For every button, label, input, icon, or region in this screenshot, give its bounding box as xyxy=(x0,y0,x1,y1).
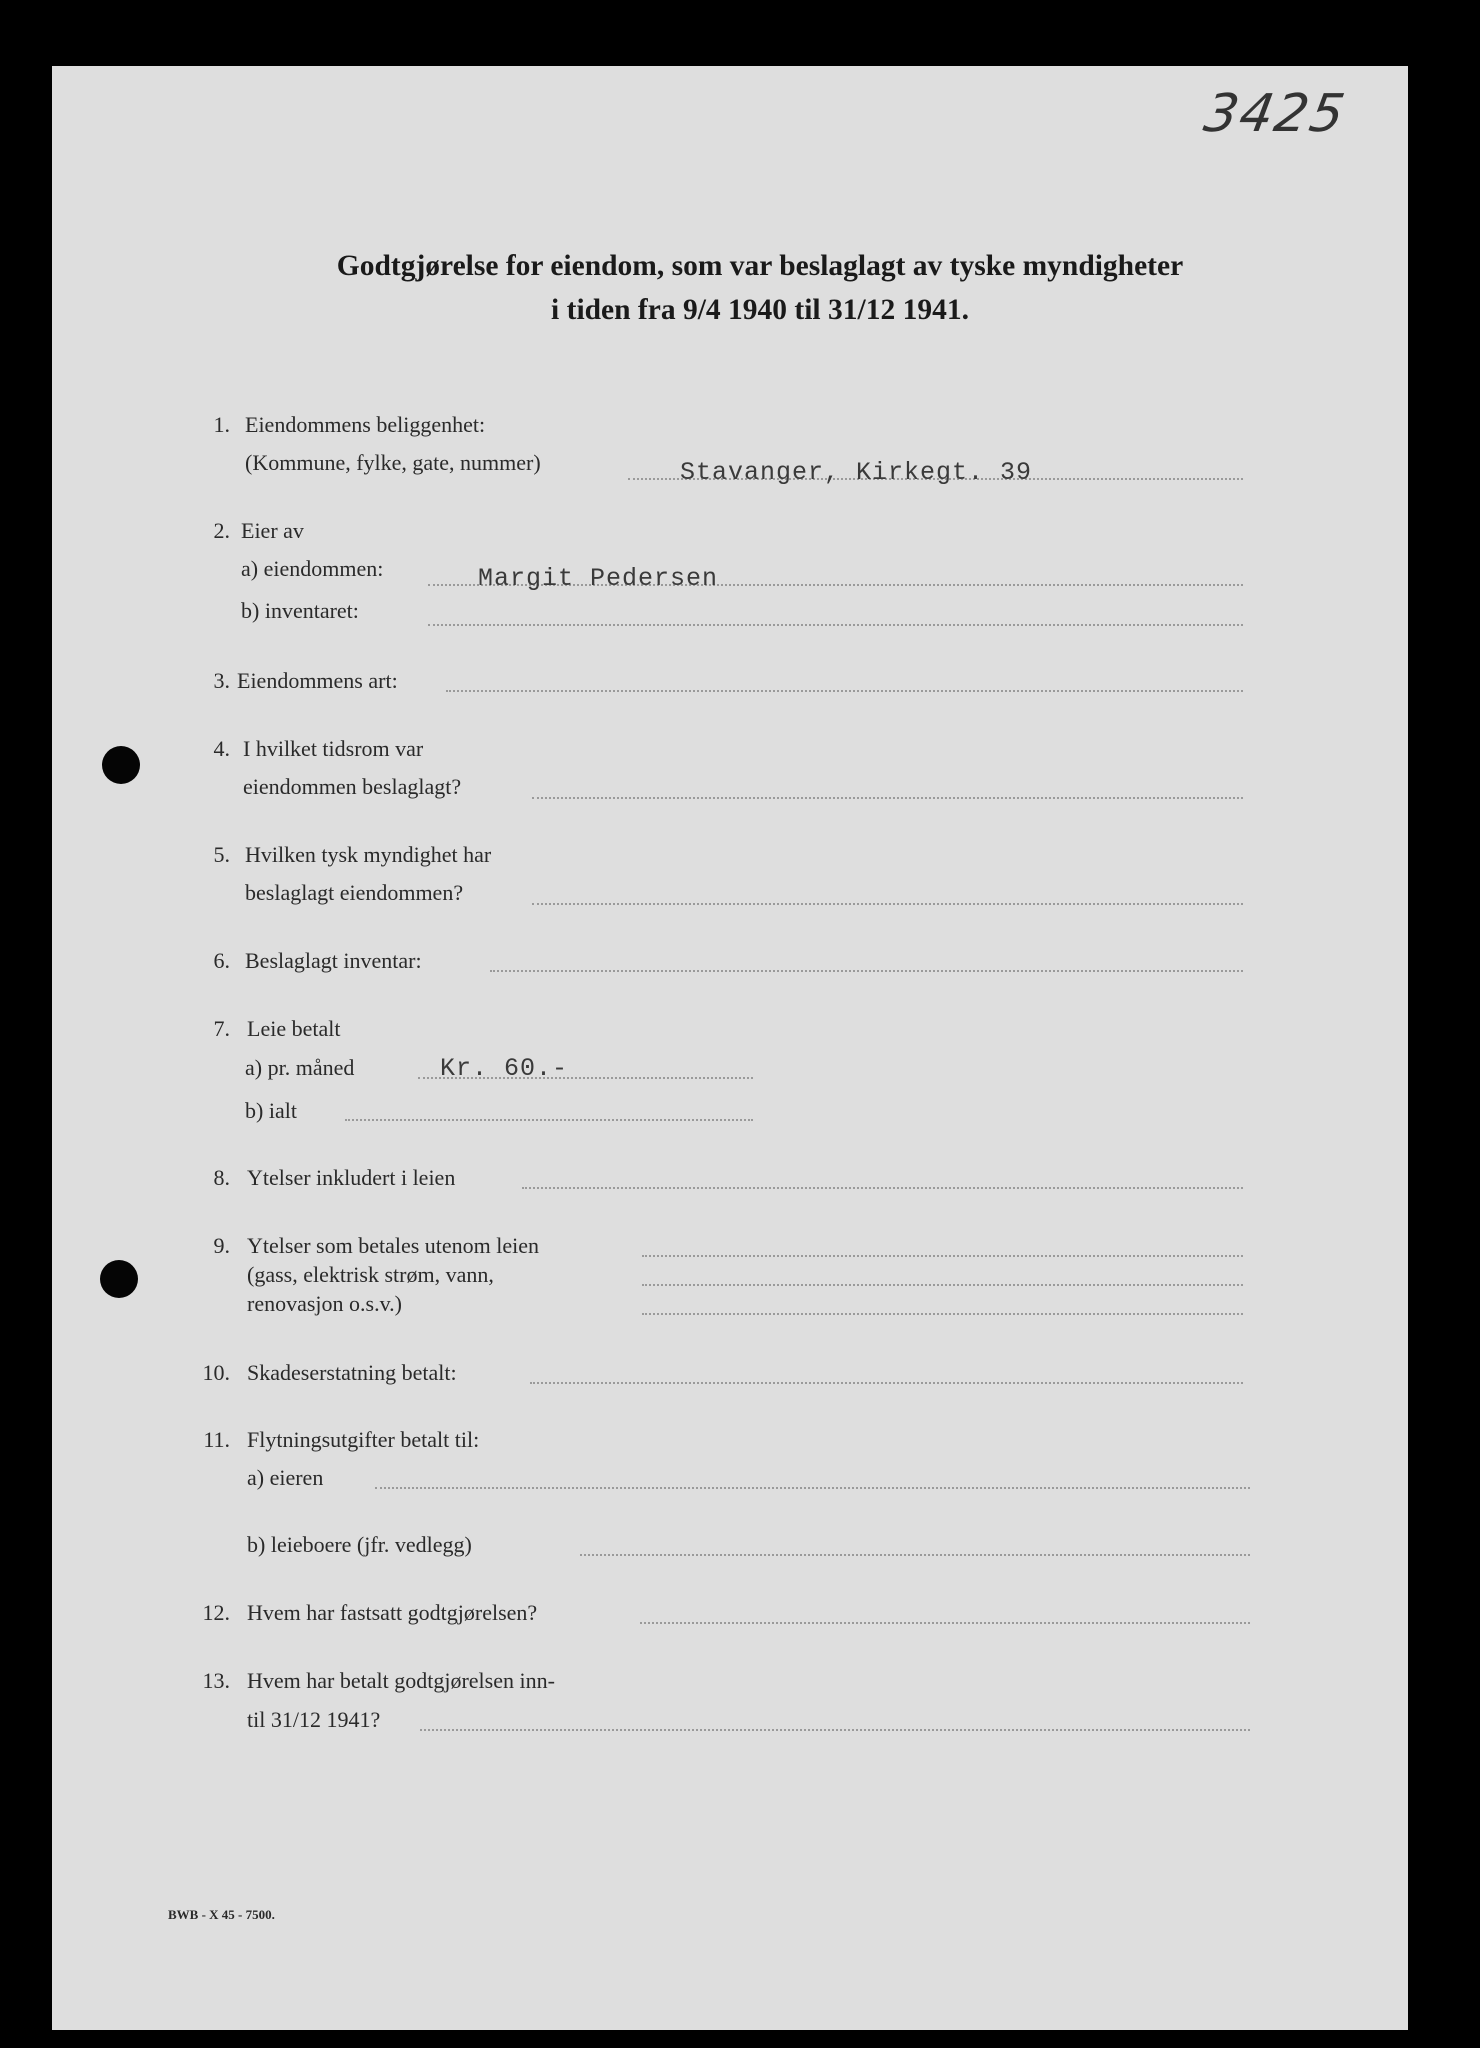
q6-answer-line xyxy=(490,970,1243,972)
q11-number: 11. xyxy=(203,1427,230,1452)
q10-number: 10. xyxy=(202,1360,230,1385)
q9-label-line-3: renovasjon o.s.v.) xyxy=(247,1291,402,1316)
q1-number: 1. xyxy=(213,412,230,437)
q12-answer-line xyxy=(640,1622,1250,1624)
punch-hole-bottom xyxy=(100,1260,138,1298)
q10-answer-line xyxy=(530,1382,1243,1384)
q12-label: Hvem har fastsatt godtgjørelsen? xyxy=(247,1600,538,1625)
q8-number: 8. xyxy=(213,1165,230,1190)
q7b-answer-line xyxy=(345,1119,753,1121)
q2-number: 2. xyxy=(213,518,230,543)
q11-label: Flytningsutgifter betalt til: xyxy=(247,1427,480,1452)
q3-number: 3. xyxy=(213,668,230,693)
title-line-2: i tiden fra 9/4 1940 til 31/12 1941. xyxy=(551,294,969,326)
q2b-answer-line xyxy=(428,624,1243,626)
q9-number: 9. xyxy=(213,1233,230,1258)
q9-answer-line-1 xyxy=(642,1255,1243,1257)
q2a-answer: Margit Pedersen xyxy=(478,564,719,593)
q8-label: Ytelser inkludert i leien xyxy=(247,1165,456,1190)
q4-label-line-1: I hvilket tidsrom var xyxy=(243,736,424,761)
q5-answer-line xyxy=(532,903,1243,905)
q9-label-line-1: Ytelser som betales utenom leien xyxy=(247,1233,540,1258)
q4-number: 4. xyxy=(213,736,230,761)
q11a-answer-line xyxy=(375,1487,1250,1489)
q2b-label: b) inventaret: xyxy=(241,598,359,623)
q3-answer-line xyxy=(446,690,1243,692)
form-footer-code: BWB - X 45 - 7500. xyxy=(168,1907,275,1922)
q6-number: 6. xyxy=(213,948,230,973)
form-title xyxy=(150,244,1370,332)
q13-answer-line xyxy=(420,1729,1250,1731)
q11b-label: b) leieboere (jfr. vedlegg) xyxy=(247,1532,472,1557)
title-line-1: Godtgjørelse for eiendom, som var beslaglagt av tyske myndigheter xyxy=(336,250,1184,282)
q7a-label: a) pr. måned xyxy=(245,1055,355,1080)
q3-label: Eiendommens art: xyxy=(237,668,398,693)
q9-label-line-2: (gass, elektrisk strøm, vann, xyxy=(247,1262,494,1287)
q5-label-line-2: beslaglagt eiendommen? xyxy=(245,880,464,905)
q7-number: 7. xyxy=(213,1016,230,1041)
q7-label: Leie betalt xyxy=(247,1016,341,1041)
q7a-answer: Kr. 60.- xyxy=(440,1054,569,1083)
q10-label: Skadeserstatning betalt: xyxy=(247,1360,457,1385)
q12-number: 12. xyxy=(202,1600,230,1625)
q1-sublabel: (Kommune, fylke, gate, nummer) xyxy=(245,450,541,475)
q5-label-line-1: Hvilken tysk myndighet har xyxy=(245,842,492,867)
q4-label-line-2: eiendommen beslaglagt? xyxy=(243,774,462,799)
q13-label-line-2: til 31/12 1941? xyxy=(247,1707,381,1732)
q8-answer-line xyxy=(522,1187,1243,1189)
q7b-label: b) ialt xyxy=(245,1098,297,1123)
handwritten-page-number: 3425 xyxy=(1199,84,1351,144)
q5-number: 5. xyxy=(213,842,230,867)
punch-hole-top xyxy=(102,746,140,784)
q1-label: Eiendommens beliggenhet: xyxy=(245,412,486,437)
q11b-answer-line xyxy=(580,1554,1250,1556)
q6-label: Beslaglagt inventar: xyxy=(245,948,422,973)
q2-label: Eier av xyxy=(241,518,304,543)
q13-number: 13. xyxy=(202,1668,230,1693)
q11a-label: a) eieren xyxy=(247,1465,324,1490)
q1-answer: Stavanger, Kirkegt. 39 xyxy=(680,458,1033,487)
q9-answer-line-3 xyxy=(642,1313,1243,1315)
q13-label-line-1: Hvem har betalt godtgjørelsen inn- xyxy=(247,1668,555,1693)
q2a-label: a) eiendommen: xyxy=(241,556,384,581)
form-page xyxy=(52,66,1408,2030)
q4-answer-line xyxy=(532,797,1243,799)
q9-answer-line-2 xyxy=(642,1284,1243,1286)
